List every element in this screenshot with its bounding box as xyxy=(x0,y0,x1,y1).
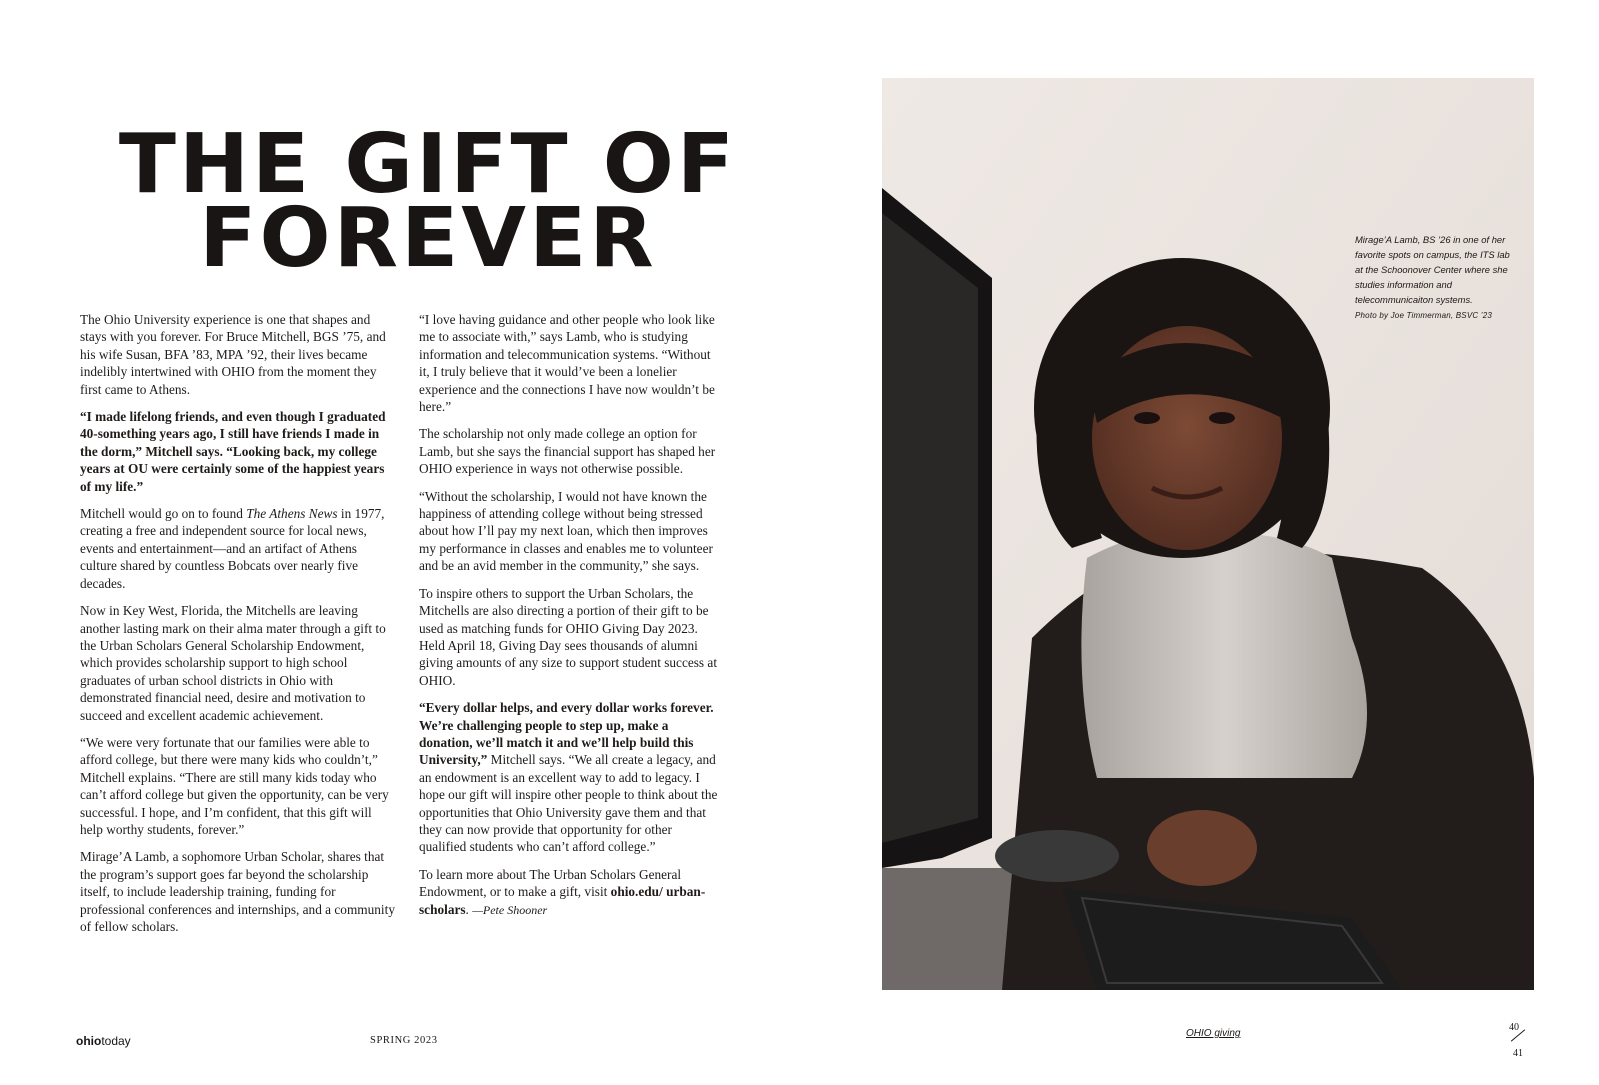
paragraph: “I love having guidance and other people who look like me to associate with,” says Lamb, who is studying information and telecommunication systems. “Without it, I truly believe that it would’ve been a lonelier experience and the connections I have now wouldn’t be here.” xyxy=(419,312,715,415)
turtleneck xyxy=(1081,531,1367,778)
paragraph: Now in Key West, Florida, the Mitchells are leaving another lasting mark on their alma mater through a gift to the Urban Scholars General Scholarship Endowment, which provides scholarship support to high school graduates of urban school districts in Ohio with demonstrated financial need, desire and motivation to succeed and excellent academic achievement. xyxy=(80,603,386,723)
photo-credit: Photo by Joe Timmerman, BSVC ’23 xyxy=(1355,311,1493,320)
paragraph: “Without the scholarship, I would not have known the happiness of attending college without being stressed about how I’ll pay my next loan, which then improves my performance in classes and enables me to volunteer and be an avid member in the community,” she says. xyxy=(419,488,713,574)
paragraph-text: . xyxy=(465,901,473,917)
paragraph: “We were very fortunate that our families were able to afford college, but there were many kids who couldn’t,” Mitchell explains. “There are still many kids today who can’t afford college but given the opportunity, can be very successful. I hope, and I’m confident, that this gift will help worthy students, forever.” xyxy=(80,734,389,837)
paragraph-text: To learn more about The Urban Scholars General Endowment, or to make a gift, visit xyxy=(419,866,682,900)
paragraph xyxy=(419,866,721,919)
article-headline xyxy=(71,117,785,286)
article-column-2 xyxy=(419,311,721,929)
photo-caption xyxy=(1355,232,1515,323)
paragraph: The scholarship not only made college an option for Lamb, but she says the financial support has shaped her OHIO experience in ways not otherwise possible. xyxy=(419,426,716,477)
issue-label: SPRING 2023 xyxy=(370,1035,438,1046)
paragraph-text: Mitchell would go on to found xyxy=(80,506,247,522)
mouse xyxy=(995,830,1119,882)
headline-line-1: THE GIFT OF xyxy=(118,117,738,212)
paragraph: Mirage’A Lamb, a sophomore Urban Scholar, shares that the program’s support goes far beyond the scholarship itself, to include leadership training, funding for professional conferences and internships, and a community of fellow scholars. xyxy=(80,849,395,934)
publication-title: The Athens News xyxy=(246,506,338,522)
logo-bold-part: ohio xyxy=(76,1034,102,1048)
page-number-right: 41 xyxy=(1513,1048,1523,1059)
paragraph: To inspire others to support the Urban Scholars, the Mitchells are also directing a portion of their gift to be used as matching funds for OHIO Giving Day 2023. Held April 18, Giving Day sees thousands of alumni giving amounts of any size to support student success at OHIO. xyxy=(419,585,718,688)
logo-light-part: today xyxy=(101,1034,131,1048)
page-numbers xyxy=(1505,1022,1531,1062)
author-signature: —Pete Shooner xyxy=(472,902,548,917)
ohio-today-logo xyxy=(76,1034,131,1048)
paragraph xyxy=(419,699,721,856)
article-column-1 xyxy=(80,311,396,945)
paragraph: The Ohio University experience is one that shapes and stays with you forever. For Bruce Mitchell, BGS ’75, and his wife Susan, BFA ’83, MPA ’92, their lives became indelibly intertwined with OHIO from the moment they first came to Athens. xyxy=(80,312,386,397)
page-number-left: 40 xyxy=(1509,1022,1519,1033)
student-photo xyxy=(882,78,1534,990)
bold-quote: “Every dollar helps, and every dollar works forever. We’re challenging people to step up, make a donation, we’ll match it and we’ll help build this University,” xyxy=(419,700,714,768)
paragraph xyxy=(80,505,396,592)
caption-text: Mirage’A Lamb, BS ’26 in one of her favorite spots on campus, the ITS lab at the Schoonover Center where she studies information and telecommunicaiton systems. xyxy=(1355,234,1510,305)
paragraph-text: in 1977, creating a free and independent source for local news, events and entertainment—and an artifact of Athens culture shared by countless Bobcats over nearly five decades. xyxy=(80,506,385,591)
student-photo-illustration xyxy=(882,78,1534,990)
gift-link[interactable]: ohio.edu/ urban-scholars xyxy=(419,884,706,917)
hand xyxy=(1147,810,1257,886)
section-label: OHIO giving xyxy=(1186,1028,1241,1039)
paragraph-text: Mitchell says. “We all create a legacy, and an endowment is an excellent way to add to legacy. I hope our gift will inspire other people to think about the opportunities that Ohio University gave them and that they can now provide that opportunity for other qualified students who can’t afford college.” xyxy=(419,752,718,855)
pull-quote-paragraph: “I made lifelong friends, and even though I graduated 40-something years ago, I still have friends I made in the dorm,” Mitchell says. “Looking back, my college years at OU were certainly some of the happiest years of my life.” xyxy=(80,409,386,494)
headline-line-2: FOREVER xyxy=(199,191,657,286)
